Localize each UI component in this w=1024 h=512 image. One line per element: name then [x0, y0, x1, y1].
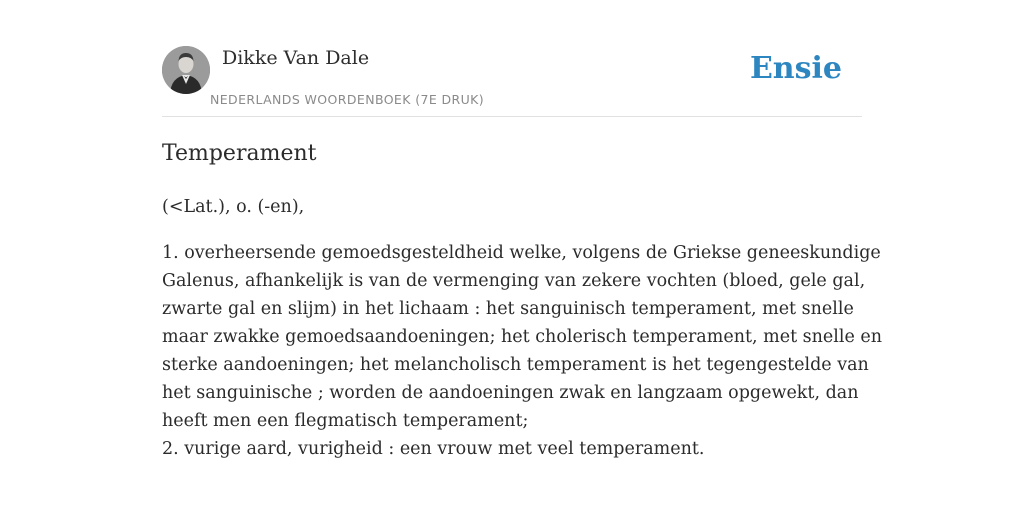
ensie-logo[interactable]: Ensie [749, 51, 842, 86]
definition-line: maar zwakke gemoedsaandoeningen; het cholerisch temperament, met snelle en [162, 327, 883, 347]
entry-title: Temperament [162, 141, 317, 166]
definition-line: zwarte gal en slijm) in het lichaam : het sanguinisch temperament, met snelle [162, 299, 854, 319]
definition-line: sterke aandoeningen; het melancholisch temperament is het tegengestelde van [162, 355, 869, 375]
entry-header [162, 0, 862, 117]
entry-definition [162, 239, 883, 463]
definition-line: 1. overheersende gemoedsgesteldheid welke, volgens de Griekse geneeskundige [162, 243, 881, 263]
dictionary-source-label[interactable]: NEDERLANDS WOORDENBOEK (7E DRUK) [210, 92, 485, 107]
entry-grammar: (<Lat.), o. (-en), [162, 197, 305, 217]
definition-line: Galenus, afhankelijk is van de vermenging van zekere vochten (bloed, gele gal, [162, 271, 866, 291]
entry-card [162, 0, 883, 512]
definition-line: heeft men een flegmatisch temperament; [162, 411, 529, 431]
definition-line: het sanguinische ; worden de aandoeningen zwak en langzaam opgewekt, dan [162, 383, 859, 403]
author-avatar[interactable] [162, 46, 210, 94]
author-name[interactable]: Dikke Van Dale [222, 47, 370, 69]
author-portrait-icon [162, 46, 210, 94]
definition-line: 2. vurige aard, vurigheid : een vrouw met veel temperament. [162, 439, 705, 459]
